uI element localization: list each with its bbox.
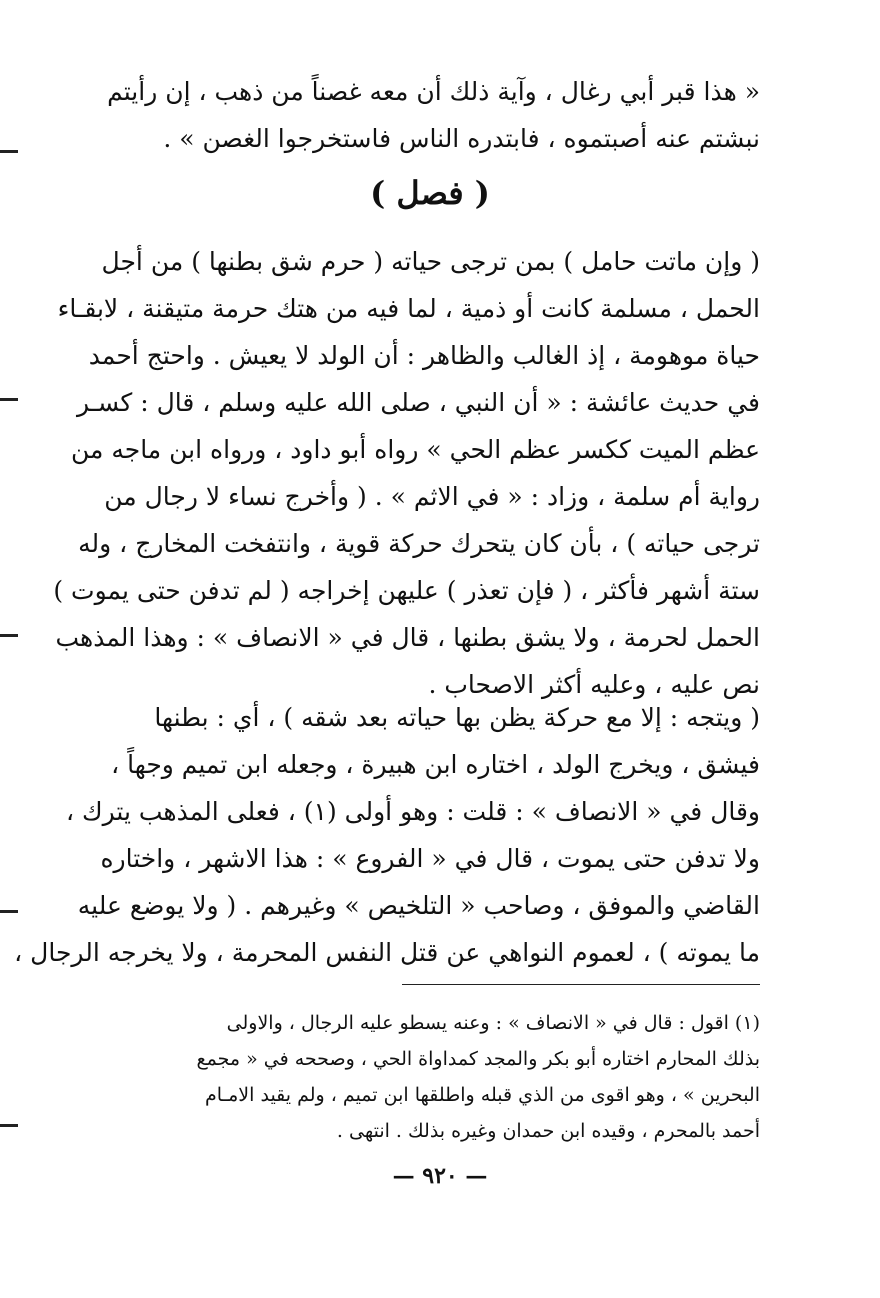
text-line: ترجى حياته ) ، بأن كان يتحرك حركة قوية ، وانتفخت المخارج ، وله <box>78 529 760 558</box>
text-line: القاضي والموفق ، وصاحب « التلخيص » وغيرهم . ( ولا يوضع عليه <box>77 891 760 920</box>
top-paragraph <box>100 68 760 162</box>
margin-mark <box>0 910 18 913</box>
text-line: ما يموته ) ، لعموم النواهي عن قتل النفس المحرمة ، ولا يخرجه الرجال ، <box>14 938 760 967</box>
text-line: ( وإن ماتت حامل ) بمن ترجى حياته ( حرم شق بطنها ) من أجل <box>101 247 760 276</box>
text-line: عظم الميت ككسر عظم الحي » رواه أبو داود ، ورواه ابن ماجه من <box>70 435 760 464</box>
footnote-line: (١) اقول : قال في « الانصاف » : وعنه يسطو عليه الرجال ، والاولى <box>226 1012 760 1034</box>
text-line: الحمل ، مسلمة كانت أو ذمية ، لما فيه من هتك حرمة متيقنة ، لابقـاء <box>57 294 760 323</box>
footnote-line: أحمد بالمحرم ، وقيده ابن حمدان وغيره بذلك . انتهى . <box>336 1120 760 1142</box>
fasl-paragraph <box>53 238 760 708</box>
text-line: في حديث عائشة : « أن النبي ، صلى الله عليه وسلم ، قال : كسـر <box>76 388 760 417</box>
margin-mark <box>0 398 18 401</box>
margin-mark <box>0 150 18 153</box>
text-line: فيشق ، ويخرج الولد ، اختاره ابن هبيرة ، وجعله ابن تميم وجهاً ، <box>111 750 760 779</box>
text-line: نبشتم عنه أصبتموه ، فابتدره الناس فاستخرجوا الغصن » . <box>163 124 760 153</box>
second-paragraph <box>14 694 760 976</box>
text-line: ( ويتجه : إلا مع حركة يظن بها حياته بعد شقه ) ، أي : بطنها <box>154 703 760 732</box>
section-heading: ( فصل ) <box>370 174 490 212</box>
text-line: وقال في « الانصاف » : قلت : وهو أولى (١) ، فعلى المذهب يترك ، <box>65 797 760 826</box>
text-line: ستة أشهر فأكثر ، ( فإن تعذر ) عليهن إخراجه ( لم تدفن حتى يموت ) <box>53 576 760 605</box>
footnote-separator <box>402 984 760 985</box>
footnote-line: البحرين » ، وهو اقوى من الذي قبله واطلقها ابن تميم ، ولم يقيد الامـام <box>205 1084 760 1106</box>
text-line: حياة موهومة ، إذ الغالب والظاهر : أن الولد لا يعيش . واحتج أحمد <box>88 341 760 370</box>
footnote-line: بذلك المحارم اختاره أبو بكر والمجد كمداواة الحي ، وصححه في « مجمع <box>196 1048 760 1070</box>
text-line: « هذا قبر أبي رغال ، وآية ذلك أن معه غصناً من ذهب ، إن رأيتم <box>107 77 760 106</box>
margin-mark <box>0 634 18 637</box>
page-number: — ٩٢٠ — <box>392 1163 488 1189</box>
text-line: ولا تدفن حتى يموت ، قال في « الفروع » : هذا الاشهر ، واختاره <box>100 844 760 873</box>
text-line: رواية أم سلمة ، وزاد : « في الاثم » . ( وأخرج نساء لا رجال من <box>104 482 760 511</box>
text-line: نص عليه ، وعليه أكثر الاصحاب . <box>428 670 760 699</box>
footnote <box>100 1005 760 1149</box>
text-line: الحمل لحرمة ، ولا يشق بطنها ، قال في « الانصاف » : وهذا المذهب <box>55 623 760 652</box>
margin-mark <box>0 1124 18 1127</box>
